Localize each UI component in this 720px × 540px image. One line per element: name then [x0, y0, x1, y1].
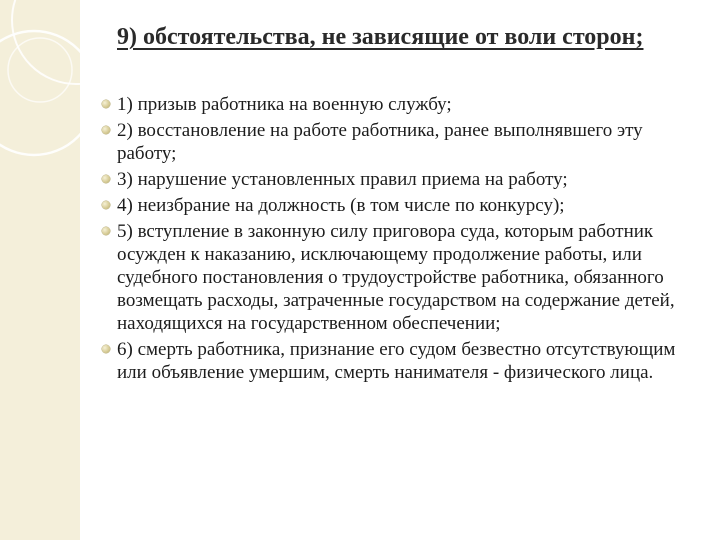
list-item	[102, 119, 702, 165]
list-item-text: 3) нарушение установленных правил приема на работу;	[117, 169, 568, 190]
bullet-icon	[102, 345, 110, 353]
list-item-text: 2) восстановление на работе работника, ранее выполнявшего эту работу;	[117, 120, 643, 164]
list-item-text: 1) призыв работника на военную службу;	[117, 94, 452, 115]
bullet-icon	[102, 201, 110, 209]
list-item	[102, 93, 702, 116]
list-item	[102, 194, 702, 217]
decorative-rings	[0, 0, 80, 540]
grounds-list	[102, 93, 702, 384]
list-item	[102, 338, 702, 384]
bullet-icon	[102, 227, 110, 235]
bullet-icon	[102, 100, 110, 108]
bullet-icon	[102, 126, 110, 134]
list-item	[102, 168, 702, 191]
list-item-text: 5) вступление в законную силу приговора суда, которым работник осужден к наказанию, исключающему продолжение работы, или судебного постановления о трудоустройстве работника, обязанного возмещать расходы, затраченные государством на содержание детей, находящихся на государственном обеспечении;	[117, 221, 675, 334]
bullet-icon	[102, 175, 110, 183]
list-item	[102, 220, 702, 335]
slide-heading: 9) обстоятельства, не зависящие от воли сторон;	[117, 24, 644, 50]
decorative-side-panel	[0, 0, 80, 540]
list-item-text: 6) смерть работника, признание его судом безвестно отсутствующим или объявление умершим, смерть нанимателя - физического лица.	[117, 339, 676, 383]
list-item-text: 4) неизбрание на должность (в том числе по конкурсу);	[117, 195, 565, 216]
